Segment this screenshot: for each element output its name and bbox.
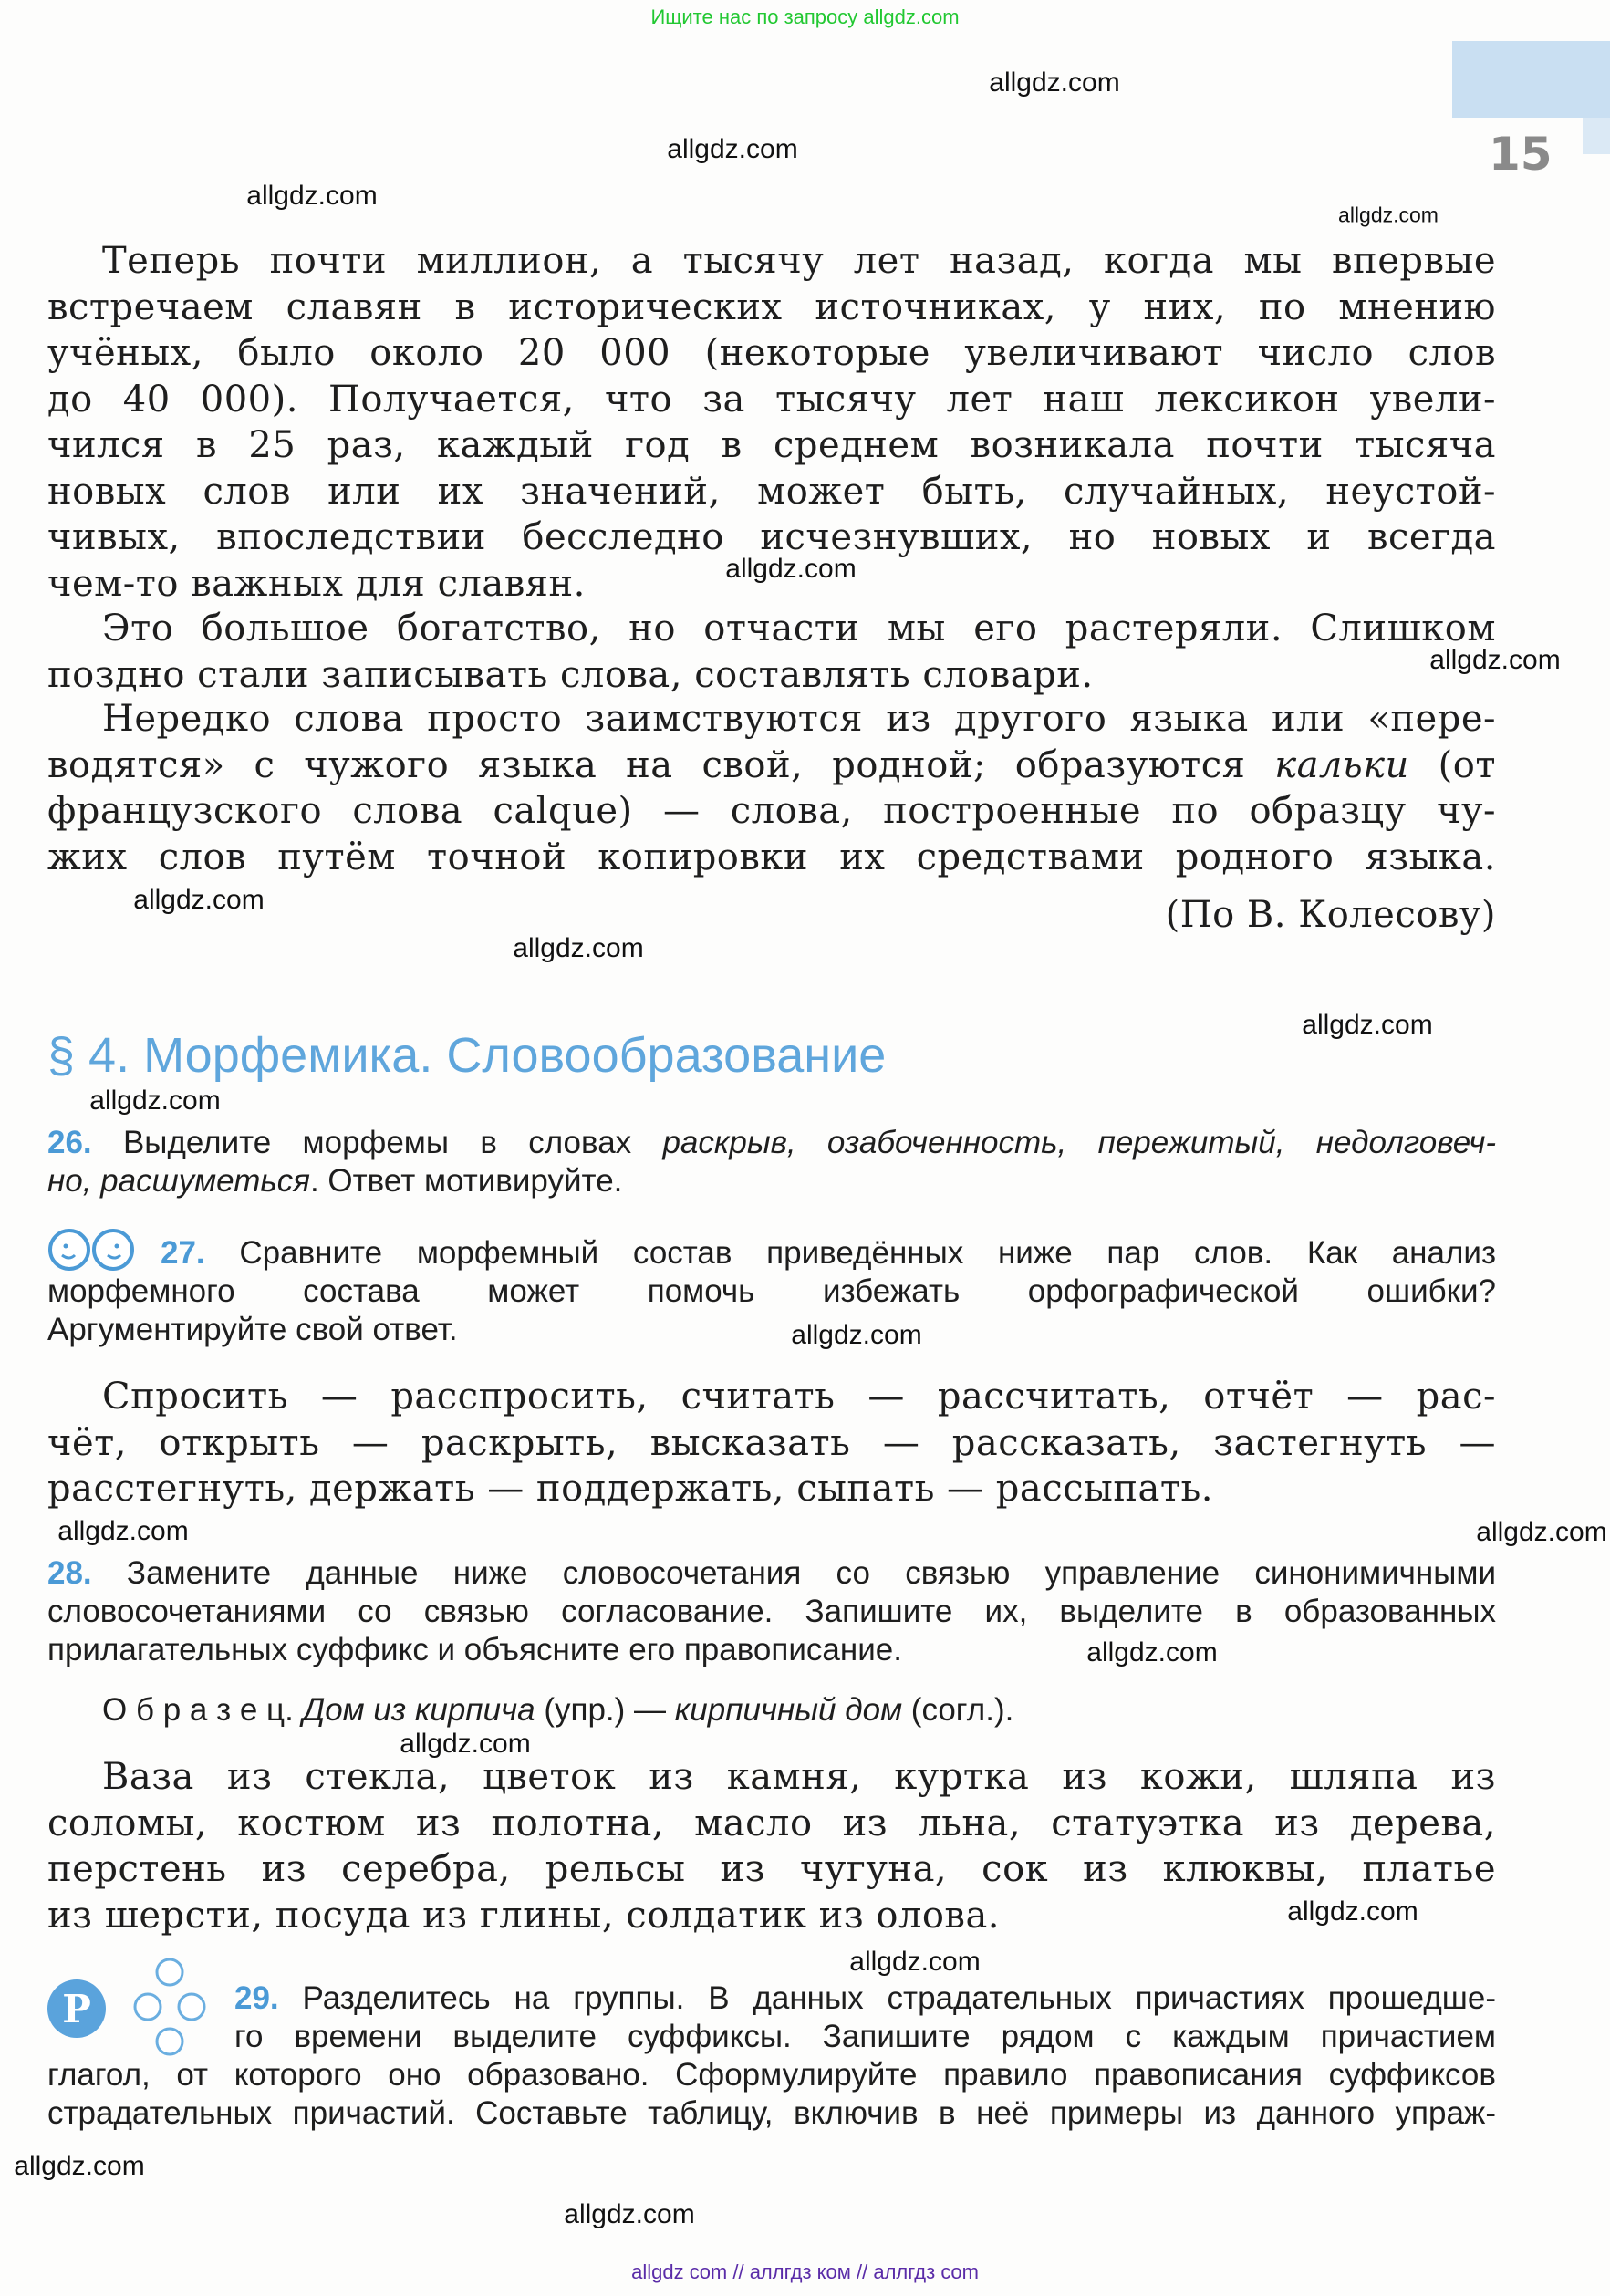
watermark-text: allgdz.com: [1476, 1517, 1607, 1547]
page-tab: [1452, 41, 1610, 118]
text-line: морфемного состава может помочь избежать орфографической ошибки?: [47, 1273, 1496, 1309]
exercise-number: 26.: [47, 1125, 92, 1160]
badge-letter: Р: [62, 1987, 91, 2031]
watermark-text: allgdz.com: [1429, 645, 1561, 675]
text-line: страдательных причастий. Составьте таблицу, включив в неё примеры из данного упраж-: [47, 2095, 1496, 2131]
exercise-number: 29.: [234, 1980, 279, 2016]
text-line: Это большое богатство, но отчасти мы его растеряли. Слишком: [102, 608, 1496, 649]
text-line: [47, 1554, 1496, 1593]
watermark-text: allgdz.com: [89, 1086, 221, 1116]
text-line: [47, 743, 1496, 789]
text-line: прилагательных суффикс и объясните его правописание.: [47, 1632, 902, 1667]
text-line: словосочетаниями со связью согласование. Запишите их, выделите в образованных: [47, 1594, 1496, 1629]
text-segment: О б р а з е ц.: [102, 1692, 303, 1728]
text-segment: водятся» с чужого языка на свой, родной; образуются: [47, 743, 1275, 786]
watermark-text: allgdz.com: [1302, 1010, 1433, 1040]
watermark-text: allgdz.com: [1338, 203, 1439, 227]
exercise-26: [47, 1124, 1496, 1200]
text-segment: Разделитесь на группы. В данных страдательных причастиях прошедше-: [278, 1980, 1496, 2016]
text-line: жих слов путём точной копировки их средствами родного языка.: [47, 836, 1496, 878]
page-number: 15: [1489, 128, 1553, 181]
text-line: расстегнуть, держать — поддержать, сыпать — рассыпать.: [47, 1468, 1213, 1510]
watermark-text: allgdz.com: [667, 134, 798, 164]
text-line: перстень из серебра, рельсы из чугуна, сок из клюквы, платье: [47, 1848, 1496, 1890]
watermark-text: allgdz.com: [14, 2151, 145, 2181]
text-line: глагол, от которого оно образовано. Сформулируйте правило правописания суффиксов: [47, 2057, 1496, 2093]
text-line: чился в 25 раз, каждый год в среднем возникала почти тысяча: [47, 424, 1496, 466]
watermark-text: allgdz.com: [849, 1947, 981, 1977]
exercise-number: 27.: [161, 1235, 205, 1271]
bottom-watermark-note: allgdz com // аллгдз ком // аллгдз com: [631, 2260, 979, 2283]
exercise-number: 28.: [47, 1555, 92, 1591]
text-segment: Замените данные ниже словосочетания со связью управление синонимичными: [91, 1555, 1496, 1591]
text-segment: Дом из кирпича: [302, 1692, 535, 1728]
text-line: учёных, было около 20 000 (некоторые увеличивают число слов: [47, 332, 1496, 374]
text-line: чёт, открыть — раскрыть, высказать — рассказать, застегнуть —: [47, 1421, 1496, 1464]
text-segment: (упр.) —: [535, 1692, 675, 1728]
exercise-27-words: [47, 1374, 1496, 1512]
section-heading: § 4. Морфемика. Словообразование: [47, 1028, 887, 1083]
text-line: го времени выделите суффиксы. Запишите рядом с каждым причастием: [234, 2019, 1496, 2054]
text-segment: Выделите морфемы в словах: [91, 1125, 663, 1160]
watermark-text: allgdz.com: [513, 933, 644, 963]
watermark-text: allgdz.com: [564, 2199, 695, 2229]
watermark-text: allgdz.com: [791, 1320, 922, 1350]
watermark-text: allgdz.com: [57, 1516, 189, 1546]
text-line: поздно стали записывать слова, составлять словари.: [47, 653, 1094, 696]
exercise-28-sample: [47, 1691, 1496, 1730]
text-line: Теперь почти миллион, а тысячу лет назад, когда мы впервые: [102, 240, 1496, 282]
text-segment: (от: [1408, 743, 1496, 786]
text-line: Аргументируйте свой ответ.: [47, 1312, 458, 1347]
text-segment: Сравните морфемный состав приведённых ниже пар слов. Как анализ: [204, 1235, 1496, 1271]
exercise-27: [47, 1234, 1496, 1349]
text-line: Спросить — расспросить, считать — рассчитать, отчёт — рас-: [102, 1376, 1496, 1418]
text-line: Ваза из стекла, цветок из камня, куртка из кожи, шляпа из: [102, 1756, 1496, 1798]
text-line: [47, 1162, 1496, 1200]
text-line: Нередко слова просто заимствуются из другого языка или «пере-: [102, 698, 1496, 740]
paragraph-1: [47, 238, 1496, 607]
text-segment: раскрыв, озабоченность, пережитый, недолговеч-: [662, 1125, 1497, 1160]
watermark-text: allgdz.com: [246, 181, 378, 211]
watermark-text: allgdz.com: [133, 885, 265, 915]
page-tab-edge: [1583, 118, 1610, 154]
paragraph-2: [47, 606, 1496, 698]
exercise-29: [47, 1979, 1496, 2133]
watermark-text: allgdz.com: [725, 554, 857, 584]
text-line: встречаем славян в исторических источниках, у них, по мнению: [47, 286, 1496, 328]
watermark-text: allgdz.com: [400, 1729, 531, 1759]
exercise-28-words: [47, 1754, 1496, 1938]
top-watermark-note: Ищите нас по запросу allgdz.com: [650, 5, 960, 28]
text-segment: кирпичный дом: [674, 1692, 903, 1728]
text-line: соломы, костюм из полотна, масло из льна, статуэтка из дерева,: [47, 1802, 1496, 1844]
text-line: чивых, впоследствии бесследно исчезнувших, но новых и всегда: [47, 516, 1496, 558]
text-line: до 40 000). Получается, что за тысячу лет наш лексикон увели-: [47, 378, 1496, 421]
text-segment: . Ответ мотивируйте.: [309, 1163, 623, 1199]
text-segment: (согл.).: [902, 1692, 1014, 1728]
watermark-text: allgdz.com: [989, 68, 1120, 98]
text-line: [47, 1691, 1496, 1730]
text-segment: но, расшуметься: [47, 1163, 310, 1199]
text-line: из шерсти, посуда из глины, солдатик из олова.: [47, 1894, 1001, 1937]
text-line: [47, 1234, 1496, 1273]
watermark-text: allgdz.com: [1086, 1637, 1218, 1667]
text-line: новых слов или их значений, может быть, случайных, неустой-: [47, 470, 1496, 513]
text-segment: кальки: [1274, 743, 1409, 786]
exercise-28: [47, 1554, 1496, 1669]
text-line: французского слова calque) — слова, построенные по образцу чу-: [47, 790, 1496, 832]
paragraph-3: [47, 696, 1496, 880]
watermark-text: allgdz.com: [1287, 1896, 1418, 1927]
text-line: [47, 1979, 1496, 2018]
text-line: чем-то важных для славян.: [47, 562, 586, 605]
attribution: [47, 892, 1496, 939]
text-line: [47, 1124, 1496, 1162]
attribution-text: (По В. Колесову): [1165, 894, 1496, 936]
